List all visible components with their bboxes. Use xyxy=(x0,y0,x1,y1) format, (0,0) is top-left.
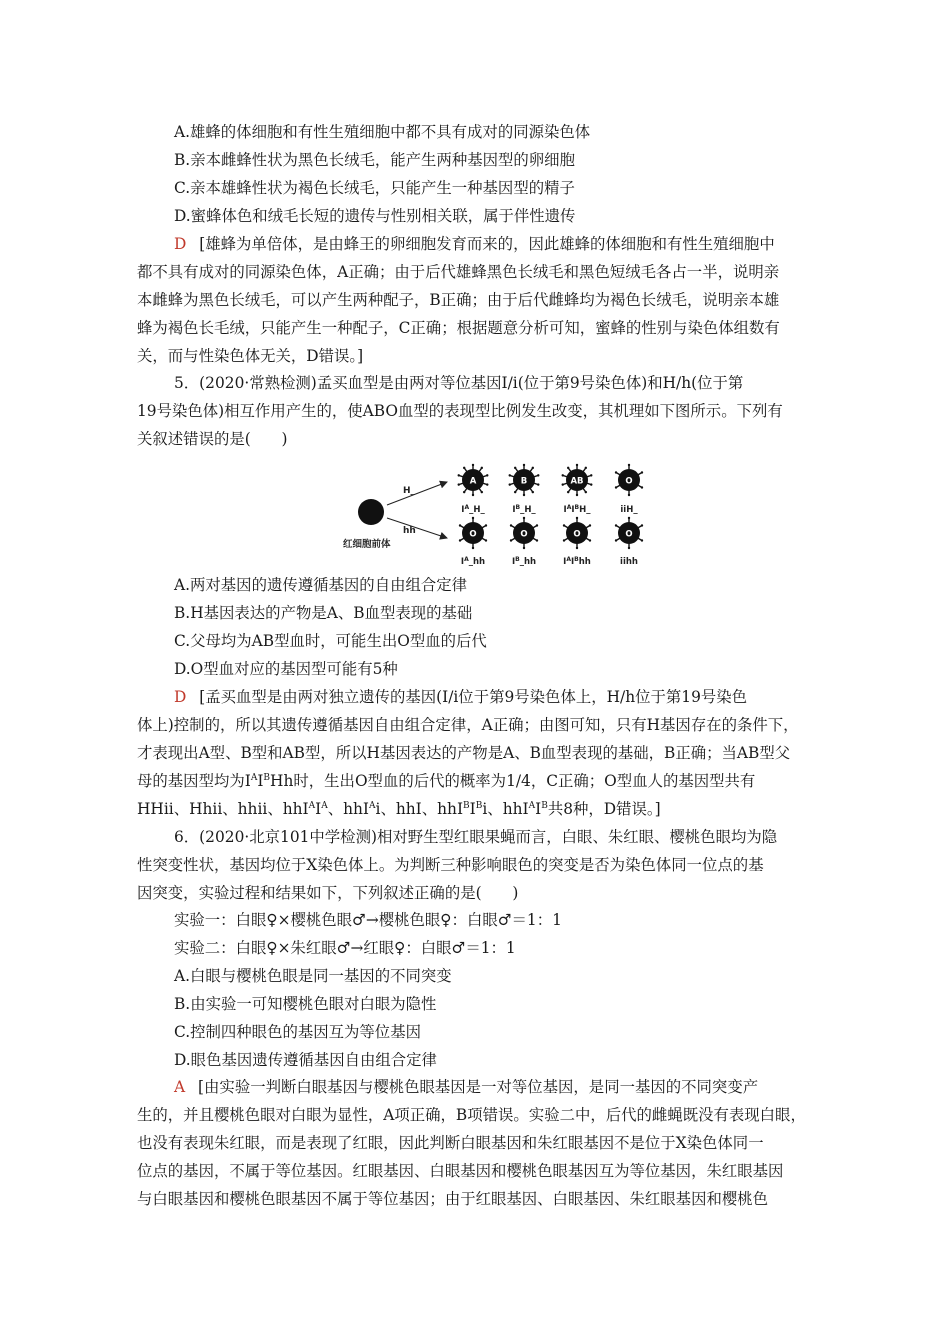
q4-explanation-line-3: 本雌蜂为黑色长绒毛，可以产生两种配子，B正确；由于后代雌蜂均为褐色长绒毛，说明亲本雄 xyxy=(137,291,780,309)
cell-top-4 xyxy=(615,464,643,515)
cell-type-label: O xyxy=(469,529,477,540)
q4-explanation-line-4: 蜂为褐色长毛绒，只能产生一种配子，C正确；根据题意分析可知，蜜蜂的性别与染色体组数有 xyxy=(137,319,780,337)
arrow-bottom xyxy=(387,518,447,538)
genotype-label: $I^A\_H\_$ xyxy=(461,503,485,515)
cell-bottom-4 xyxy=(615,517,643,567)
genotype-label: $I^AI^Bhh$ xyxy=(563,555,591,567)
q6-explanation-line-2: 生的，并且樱桃色眼对白眼为显性，A项正确，B项错误。实验二中，后代的雌蝇既没有表现白眼， xyxy=(137,1106,806,1124)
q6-explanation-line-4: 位点的基因，不属于等位基因。红眼基因、白眼基因和樱桃色眼基因互为等位基因，朱红眼基因 xyxy=(137,1162,784,1180)
q6-experiment-2: 实验二：白眼♀×朱红眼♂→红眼♀：白眼♂＝1：1 xyxy=(174,939,516,957)
q6-stem-line-2: 性突变性状，基因均位于X染色体上。为判断三种影响眼色的突变是否为染色体同一位点的基 xyxy=(137,856,764,874)
genotype-label: $I^AI^BH\_$ xyxy=(563,503,591,515)
q4-explanation-line-2: 都不具有成对的同源染色体，A正确；由于后代雄蜂黑色长绒毛和黑色短绒毛各占一半，说明亲 xyxy=(137,263,780,281)
q6-answer-line xyxy=(174,1077,758,1097)
q4-answer-letter: D xyxy=(174,235,187,253)
precursor-label: 红细胞前体 xyxy=(343,539,391,550)
q5-stem-line-3: 关叙述错误的是( ) xyxy=(137,430,288,448)
q5-option-a: A.两对基因的遗传遵循基因的自由组合定律 xyxy=(174,576,468,594)
q5-explanation-line-3: 才表现出A型、B型和AB型，所以H基因表达的产物是A、B血型表现的基础，B正确；当AB型父 xyxy=(137,744,791,762)
q5-explanation-line-5: HHii、Hhii、hhii、$hhI^AI^A$、hhI$^A$i、hhI、$hhI^BI^Bi$、$hhI^AI^B$共8种，D错误。] xyxy=(137,800,661,818)
q6-experiment-1: 实验一：白眼♀×樱桃色眼♂→樱桃色眼♀：白眼♂＝1：1 xyxy=(174,911,562,929)
q5-answer-letter: D xyxy=(174,688,187,706)
genotype-label: $I^B\_H\_$ xyxy=(512,503,536,515)
q6-explanation-line-5: 与白眼基因和樱桃色眼基因不属于等位基因；由于红眼基因、白眼基因、朱红眼基因和樱桃色 xyxy=(137,1190,769,1208)
genotype-label: $I^B\_hh$ xyxy=(511,555,537,567)
precursor-cell xyxy=(358,499,384,525)
q6-explanation-line-3: 也没有表现朱红眼，而是表现了红眼，因此判断白眼基因和朱红眼基因不是位于X染色体同一 xyxy=(137,1134,764,1152)
q6-explanation-line-1: [由实验一判断白眼基因与樱桃色眼基因是一对等位基因，是同一基因的不同突变产 xyxy=(198,1078,759,1096)
genotype-label: $I^A\_hh$ xyxy=(460,555,486,567)
cell-type-label: AB xyxy=(570,476,584,487)
arrow-top-label: H_ xyxy=(403,486,416,496)
cell-top-2 xyxy=(509,464,540,515)
blood-type-diagram-svg xyxy=(337,460,647,572)
q6-answer-letter: A xyxy=(174,1078,186,1096)
q4-option-b: B.亲本雌蜂性状为黑色长绒毛，能产生两种基因型的卵细胞 xyxy=(174,151,575,169)
cell-bottom-2 xyxy=(510,517,538,567)
blood-type-diagram xyxy=(337,460,647,572)
cell-type-label: O xyxy=(520,529,528,540)
q4-explanation-line-5: 关，而与性染色体无关，D错误。] xyxy=(137,347,364,365)
cell-top-3 xyxy=(562,464,593,515)
cell-type-label: O xyxy=(625,529,633,540)
genotype-label: iihh xyxy=(620,557,638,567)
q6-option-b: B.由实验一可知樱桃色眼对白眼为隐性 xyxy=(174,995,437,1013)
q5-option-c: C.父母均为AB型血时，可能生出O型血的后代 xyxy=(174,632,487,650)
q4-option-a: A.雄蜂的体细胞和有性生殖细胞中都不具有成对的同源染色体 xyxy=(174,123,591,141)
q4-answer-line xyxy=(174,234,775,254)
q6-stem-line-1: 6．(2020·北京101中学检测)相对野生型红眼果蝇而言，白眼、朱红眼、樱桃色眼均为隐 xyxy=(174,828,778,846)
q5-explanation-line-2: 体上)控制的，所以其遗传遵循基因自由组合定律，A正确；由图可知，只有H基因存在的条件下， xyxy=(137,716,799,734)
q5-answer-line xyxy=(174,687,747,707)
q5-explanation-line-1: [孟买血型是由两对独立遗传的基因(I/i位于第9号染色体上，H/h位于第19号染色 xyxy=(199,688,748,706)
q6-option-a: A.白眼与樱桃色眼是同一基因的不同突变 xyxy=(174,967,452,985)
q5-stem-line-1: 5．(2020·常熟检测)孟买血型是由两对等位基因I/i(位于第9号染色体)和H/h(位于第 xyxy=(174,374,744,392)
q4-option-c: C.亲本雄蜂性状为褐色长绒毛，只能产生一种基因型的精子 xyxy=(174,179,575,197)
q5-stem-line-2: 19号染色体)相互作用产生的，使ABO血型的表现型比例发生改变，其机理如下图所示。下列有 xyxy=(137,402,783,420)
q6-stem-line-3: 因突变，实验过程和结果如下，下列叙述正确的是( ) xyxy=(137,884,519,902)
q4-option-d: D.蜜蜂体色和绒毛长短的遗传与性别相关联，属于伴性遗传 xyxy=(174,207,576,225)
cell-type-label: O xyxy=(625,476,633,487)
cell-type-label: A xyxy=(469,476,477,487)
cell-bottom-1 xyxy=(459,517,487,567)
q6-option-d: D.眼色基因遗传遵循基因自由组合定律 xyxy=(174,1051,437,1069)
genotype-label: iiH_ xyxy=(620,505,638,515)
q5-option-b: B.H基因表达的产物是A、B血型表现的基础 xyxy=(174,604,473,622)
arrow-top xyxy=(387,482,447,505)
q5-explanation-line-4: 母的基因型均为$I^AI^BHh$时，生出O型血的后代的概率为1/4，C正确；O型血人的基因型共有 xyxy=(137,772,756,790)
cell-type-label: O xyxy=(573,529,581,540)
q6-option-c: C.控制四种眼色的基因互为等位基因 xyxy=(174,1023,421,1041)
q5-option-d: D.O型血对应的基因型可能有5种 xyxy=(174,660,398,678)
q4-explanation-line-1: [雄蜂为单倍体，是由蜂王的卵细胞发育而来的，因此雄蜂的体细胞和有性生殖细胞中 xyxy=(199,235,775,253)
cell-top-1 xyxy=(458,464,489,515)
cell-bottom-3 xyxy=(563,517,591,567)
cell-type-label: B xyxy=(520,476,528,487)
arrow-bottom-label: hh xyxy=(403,526,416,536)
